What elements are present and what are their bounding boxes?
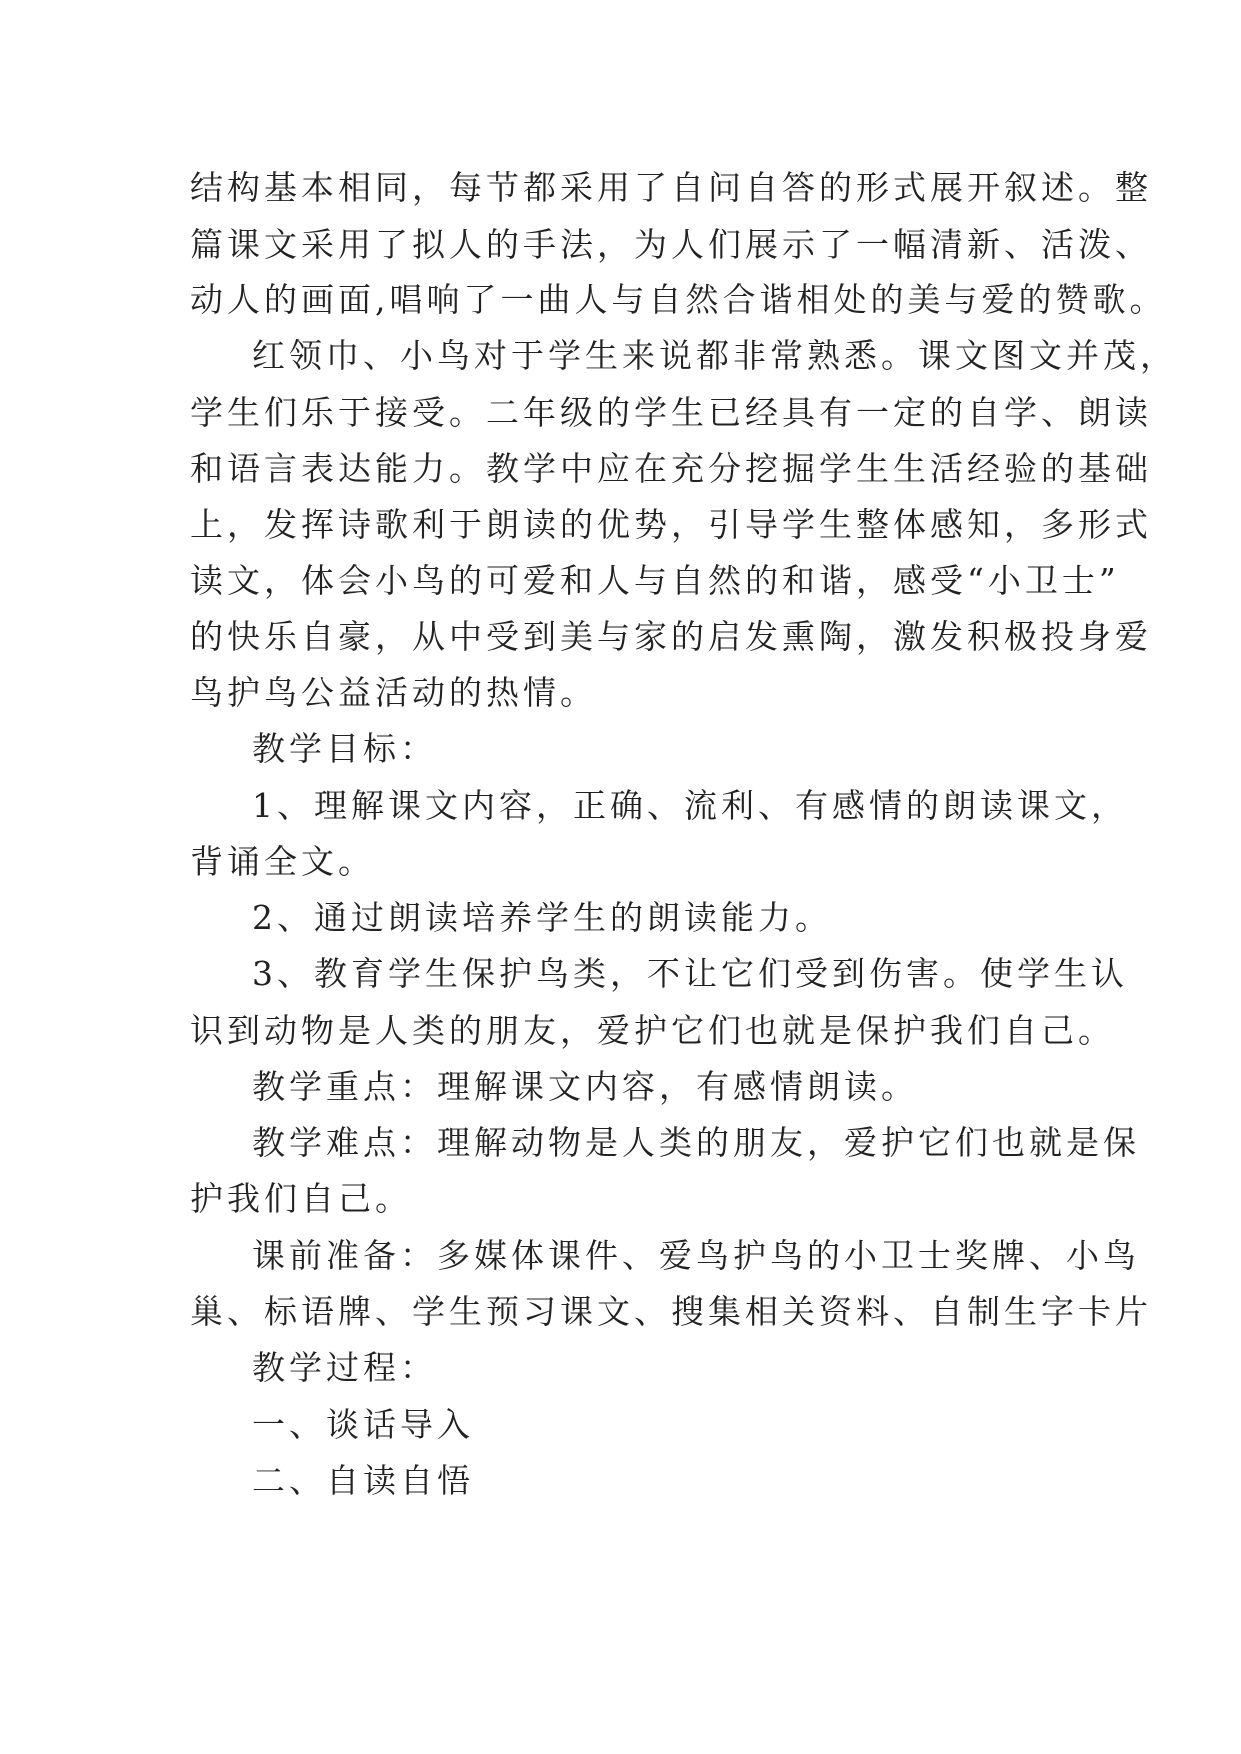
text-line: 和语言表达能力。教学中应在充分挖掘学生生活经验的基础 <box>190 449 1152 488</box>
text-line: 结构基本相同，每节都采用了自问自答的形式展开叙述。整 <box>190 168 1152 207</box>
text-line: 一、谈话导入 <box>252 1405 474 1444</box>
text-line: 课前准备：多媒体课件、爱鸟护鸟的小卫士奖牌、小鸟 <box>252 1236 1140 1275</box>
section-heading: 教学目标： <box>252 729 437 768</box>
text-line: 学生们乐于接受。二年级的学生已经具有一定的自学、朗读 <box>190 393 1152 432</box>
text-line: 的快乐自豪，从中受到美与家的启发熏陶，激发积极投身爱 <box>190 617 1152 656</box>
section-heading: 教学过程： <box>252 1348 437 1387</box>
text-line: 篇课文采用了拟人的手法，为人们展示了一幅清新、活泼、 <box>190 225 1152 264</box>
text-line: 巢、标语牌、学生预习课文、搜集相关资料、自制生字卡片 <box>190 1292 1152 1331</box>
text-line: 教学重点：理解课文内容，有感情朗读。 <box>252 1067 918 1106</box>
text-line: 3、教育学生保护鸟类，不让它们受到伤害。使学生认 <box>252 954 1128 993</box>
text-line: 上，发挥诗歌利于朗读的优势，引导学生整体感知，多形式 <box>190 505 1152 544</box>
text-line: 识到动物是人类的朋友，爱护它们也就是保护我们自己。 <box>190 1011 1115 1050</box>
text-line: 教学难点：理解动物是人类的朋友，爱护它们也就是保 <box>252 1123 1140 1162</box>
text-line: 背诵全文。 <box>190 842 375 881</box>
text-line: 护我们自己。 <box>190 1179 412 1218</box>
text-line: 鸟护鸟公益活动的热情。 <box>190 673 597 712</box>
text-line: 红领巾、小鸟对于学生来说都非常熟悉。课文图文并茂， <box>252 336 1177 375</box>
text-line: 2、通过朗读培养学生的朗读能力。 <box>252 898 832 937</box>
text-line: 动人的画面,唱响了一曲人与自然合谐相处的美与爱的赞歌。 <box>190 280 1167 319</box>
text-line: 1、理解课文内容，正确、流利、有感情的朗读课文， <box>252 786 1128 825</box>
text-line: 读文，体会小鸟的可爱和人与自然的和谐，感受“小卫士” <box>190 561 1120 600</box>
text-line: 二、自读自悟 <box>252 1461 474 1500</box>
